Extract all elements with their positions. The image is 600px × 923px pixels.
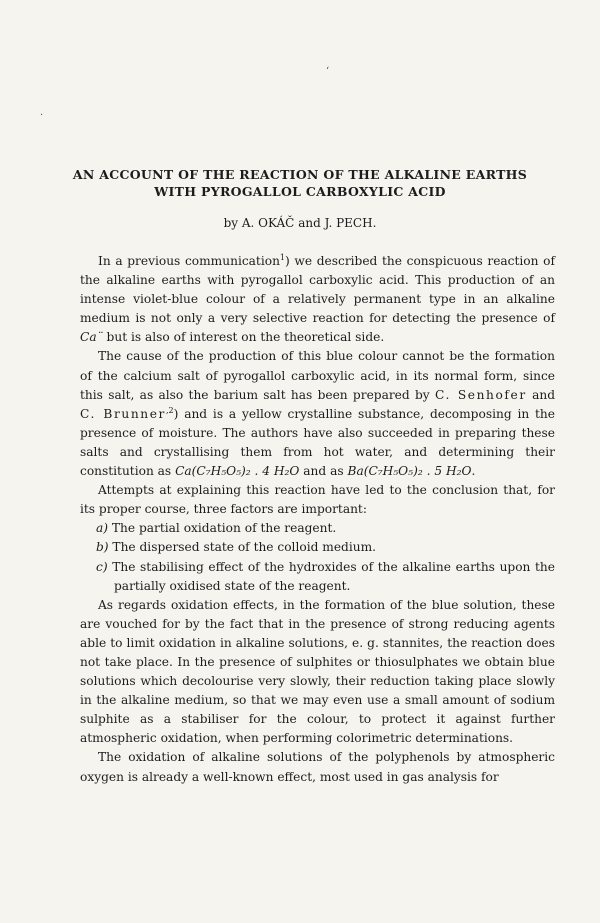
formula-calcium-salt: Ca(C₇H₅O₅)₂ . 4 H₂O xyxy=(175,464,300,479)
paragraph-3: Attempts at explaining this reaction have led to the conclusion that, for its proper course, three factors are important: xyxy=(80,483,555,517)
footnote-ref-1: 1 xyxy=(279,252,286,262)
paragraph-5: The oxidation of alkaline solutions of the polyphenols by atmospheric oxygen is already a well-known effect, most used in gas analysis for xyxy=(80,750,555,784)
factor-item: c) The stabilising effect of the hydroxides of the alkaline earths upon the partially oxidised state of the reagent. xyxy=(96,559,555,593)
formula-barium-salt: Ba(C₇H₅O₅)₂ . 5 H₂O xyxy=(347,464,472,479)
scan-speck: · xyxy=(40,110,44,121)
factor-item: b) The dispersed state of the colloid medium. xyxy=(96,540,377,555)
authors-and: and xyxy=(298,216,321,230)
author-line xyxy=(60,216,540,230)
paragraph-4: As regards oxidation effects, in the formation of the blue solution, these are vouched for by the fact that in the presence of strong reducing agents able to limit oxidation in alkaline solutions, e. g. stannites, the reaction does not take place. In the presence of sulphites or thiosulphates we obtain blue solutions which decolourise very slowly, their reduction taking place slowly in the alkaline medium, so that we may even use a small amount of sodium sulphite as a stabiliser for the colour, to protect it against further atmospheric oxidation, when performing colorimetric determinations. xyxy=(80,597,555,746)
scan-speck: ʻ xyxy=(326,66,330,77)
author-ref-senhofer: C. Senhofer xyxy=(434,387,527,402)
factor-list xyxy=(80,519,555,595)
footnote-ref-2: ,2 xyxy=(165,405,174,415)
factor-item: a) The partial oxidation of the reagent. xyxy=(96,521,337,536)
author-ref-brunner: C. Brunner xyxy=(80,406,166,421)
calcium-ion: Ca¨ xyxy=(80,330,103,345)
article-title: AN ACCOUNT OF THE REACTION OF THE ALKALINE EARTHS WITH PYROGALLOL CARBOXYLIC ACID xyxy=(72,167,528,199)
paragraph-2: The cause of the production of this blue colour cannot be the formation of the calcium salt of pyrogallol carboxylic acid, in its normal form, since this salt, as also the barium salt has been prepared by C. Senhofer and C. Brunner$^{,2}$) and is a yellow crystalline substance, decomposing in the presence of moisture. The authors have also succeeded in preparing these salts and crystallising them from hot water, and determining their constitution as Ca(C₇H₅O₅)₂ . 4 H₂O and as Ba(C₇H₅O₅)₂ . 5 H₂O. xyxy=(80,349,555,479)
authors-prefix: by xyxy=(223,216,239,230)
article-body xyxy=(80,252,555,787)
author-okac: A. OKÁČ xyxy=(241,216,295,230)
author-pech: J. PECH. xyxy=(324,216,377,230)
paragraph-1: In a previous communication$^1$) we described the conspicuous reaction of the alkaline earths with pyrogallol carboxylic acid. This production of an intense violet-blue colour of a relatively permanent type in an alkaline medium is not only a very selective reaction for detecting the presence of Ca¨ but is also of interest on the theoretical side. xyxy=(80,252,555,345)
